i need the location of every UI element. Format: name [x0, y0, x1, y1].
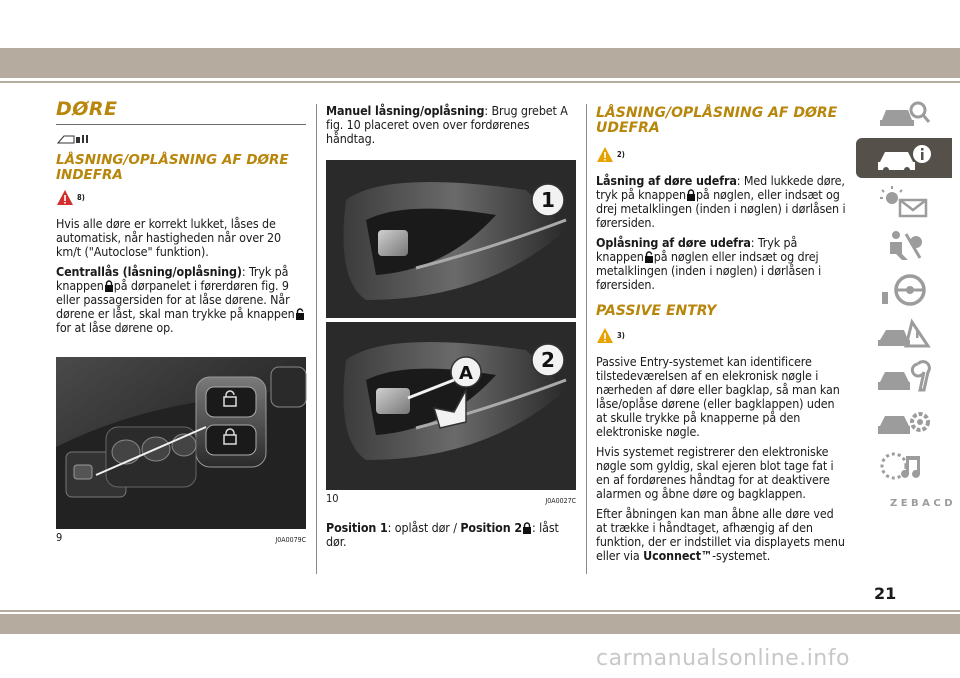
figure-9-door-panel-photo [56, 357, 306, 529]
footer-rule [0, 610, 960, 612]
tab-getting-to-know-instruments[interactable] [856, 138, 952, 178]
tab-warning-lights[interactable] [856, 182, 952, 222]
tab-getting-to-know-car[interactable] [856, 94, 952, 134]
paragraph: Manuel låsning/oplåsning: Brug grebet A fig. 10 placeret oven over fordørenes håndtag. [326, 103, 568, 146]
tab-index[interactable] [856, 490, 952, 530]
column-divider [316, 104, 317, 574]
subsection-title: LÅSNING/OPLÅSNING AF DØRE INDEFRA [56, 152, 289, 183]
column-3 [596, 98, 846, 563]
tab-servicing[interactable] [856, 358, 952, 398]
tab-technical-specifications[interactable] [856, 402, 952, 442]
tab-safety[interactable] [856, 226, 952, 266]
subsection-title: PASSIVE ENTRY [596, 303, 717, 319]
steering-wheel-icon [876, 272, 932, 308]
alphabetical-index-icon [876, 492, 953, 528]
figure-label-a: A [459, 363, 473, 384]
warning-reference: 8) [56, 189, 306, 211]
caution-triangle-icon [596, 327, 614, 344]
paragraph: Låsning af døre udefra: Med lukkede døre, tryk på knappen på nøglen, eller indsæt og drej metalklingen (inden i nøglen) i dørlåsen i førersiden. [596, 173, 846, 230]
chapter-tabs [856, 94, 952, 534]
paragraph: Centrallås (låsning/oplåsning): Tryk på knappen på dørpanelet i førerdøren fig. 9 eller passagersiden for at låse dørene. Når dørene er låst, skal man trykke på knappenfor at låse dørene op. [56, 265, 306, 335]
lock-icon [686, 189, 696, 201]
seatbelt-airbag-icon [876, 228, 932, 264]
header-bar [0, 48, 960, 78]
warning-triangle-icon [56, 189, 74, 206]
car-specs-gear-icon [876, 404, 932, 440]
car-crash-icon [876, 316, 932, 352]
caution-reference: 3) [596, 327, 846, 349]
paragraph: Hvis systemet registrerer den elektroniske nøgle som gyldig, skal ejeren blot tage fat i en af fordørenes håndtag for at deaktivere alarmen og åbne døre og bagklappen. [596, 444, 834, 501]
paragraph: Passive Entry-systemet kan identificere tilstedeværelsen af en elekronisk nøgle i nærheden af døre eller bagklap, så man kan låse/oplåse dørene (eller bagklappen) uden at skulle trykke på knapperne på den elektroniske nøgle. [596, 354, 840, 439]
car-service-icon [876, 360, 932, 396]
footer-bar [0, 614, 960, 634]
car-info-icon [876, 140, 932, 176]
tab-starting-driving[interactable] [856, 270, 952, 310]
caution-triangle-icon [596, 146, 614, 163]
tab-emergency[interactable] [856, 314, 952, 354]
paragraph: Position 1: oplåst dør / Position 2 : låst dør. [326, 520, 559, 549]
figure-label-1: 1 [541, 188, 555, 212]
caution-reference: 2) [596, 146, 846, 168]
watermark-text: carmanualsonline.info [596, 646, 850, 671]
page-number: 21 [874, 584, 897, 603]
figure-caption: 9 J0A0079C [56, 531, 306, 544]
figure-caption: 10 J0A0027C [326, 492, 576, 505]
figure-10-door-handle-photo [326, 160, 576, 490]
paragraph: Oplåsning af døre udefra: Tryk på knappen på nøglen eller indsæt og drej metalklingen (inden i nøglen) i dørlåsen i førersiden. [596, 235, 822, 292]
column-2 [326, 98, 576, 549]
unlock-icon [295, 308, 305, 320]
header-rule [0, 81, 960, 83]
paragraph: Efter åbningen kan man åbne alle døre ved at trække i håndtaget, afhængig af den funktion, der er indstillet via displayets menu eller via Uconnect™-systemet. [596, 506, 845, 563]
svg-text:Z E B A C D: Z E B A C D [890, 498, 953, 509]
lock-icon [522, 522, 532, 534]
paragraph: Hvis alle døre er korrekt lukket, låses de automatisk, når hastigheden når over 20 km/t ("Autoclose" funktion). [56, 216, 282, 259]
figure-label-2: 2 [541, 348, 555, 372]
column-1 [56, 98, 306, 544]
column-divider [586, 104, 587, 574]
unlock-icon [644, 251, 654, 263]
lock-icon [104, 280, 114, 292]
section-title: DØRE [56, 98, 306, 125]
tab-multimedia[interactable] [856, 446, 952, 486]
car-door-lock-icon [56, 131, 306, 147]
subsection-title: LÅSNING/OPLÅSNING AF DØRE UDEFRA [596, 105, 838, 136]
car-search-icon [876, 96, 932, 132]
media-music-icon [876, 448, 932, 484]
warning-light-message-icon [876, 184, 932, 220]
